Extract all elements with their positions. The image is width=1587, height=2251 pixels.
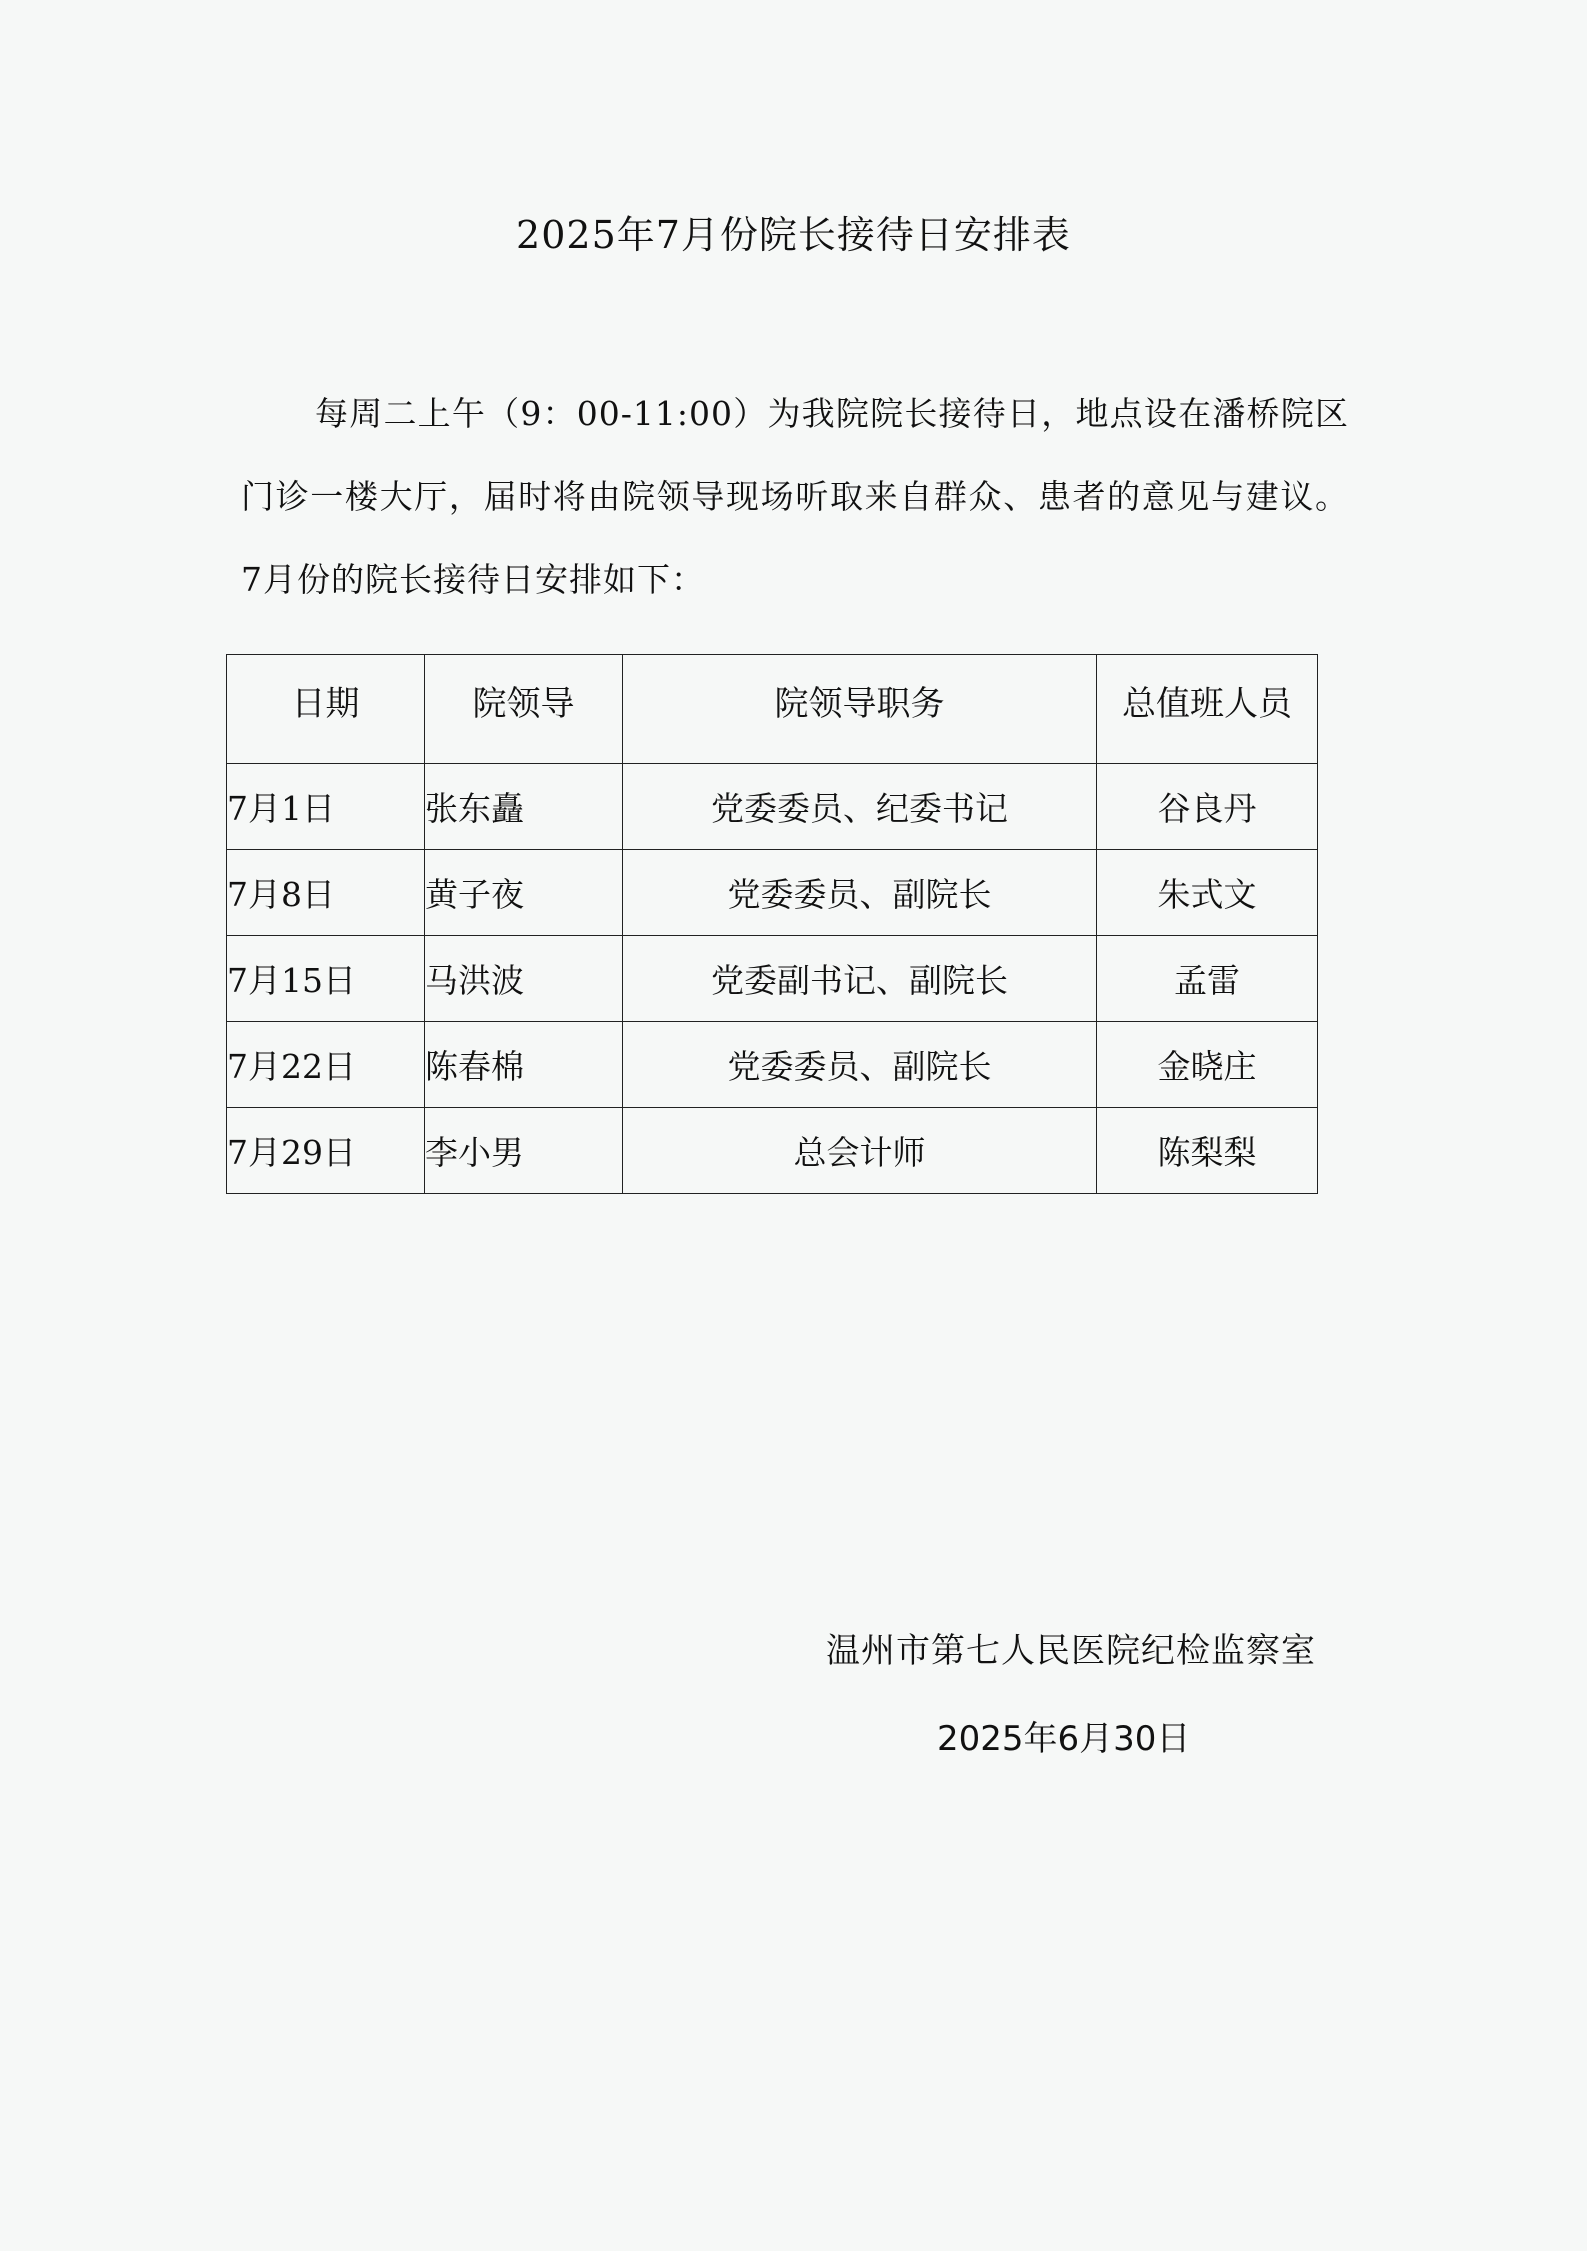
header-leader: 院领导 <box>425 655 623 764</box>
cell-duty-staff: 朱式文 <box>1097 850 1318 936</box>
cell-duty-staff: 金晓庄 <box>1097 1022 1318 1108</box>
document-title: 2025年7月份院长接待日安排表 <box>516 213 1071 257</box>
signature-date: 2025年6月30日 <box>937 1719 1191 1759</box>
table-row <box>227 1022 1318 1108</box>
cell-leader: 黄子夜 <box>425 850 623 936</box>
cell-leader: 陈春棉 <box>425 1022 623 1108</box>
cell-position: 党委委员、副院长 <box>623 1022 1097 1108</box>
cell-date: 7月8日 <box>227 850 425 936</box>
table-row <box>227 764 1318 850</box>
cell-leader: 马洪波 <box>425 936 623 1022</box>
table-row <box>227 936 1318 1022</box>
cell-date: 7月15日 <box>227 936 425 1022</box>
cell-date: 7月1日 <box>227 764 425 850</box>
cell-position: 党委副书记、副院长 <box>623 936 1097 1022</box>
cell-position: 党委委员、副院长 <box>623 850 1097 936</box>
header-duty-staff: 总值班人员 <box>1097 655 1318 764</box>
cell-date: 7月22日 <box>227 1022 425 1108</box>
cell-duty-staff: 孟雷 <box>1097 936 1318 1022</box>
cell-leader: 李小男 <box>425 1108 623 1194</box>
intro-paragraph: 每周二上午（9：00-11:00）为我院院长接待日，地点设在潘桥院区门诊一楼大厅，届时将由院领导现场听取来自群众、患者的意见与建议。7月份的院长接待日安排如下： <box>241 394 1349 599</box>
table-row <box>227 850 1318 936</box>
cell-position: 党委委员、纪委书记 <box>623 764 1097 850</box>
signature-organization: 温州市第七人民医院纪检监察室 <box>826 1631 1316 1671</box>
cell-leader: 张东矗 <box>425 764 623 850</box>
table-row <box>227 1108 1318 1194</box>
cell-duty-staff: 谷良丹 <box>1097 764 1318 850</box>
cell-date: 7月29日 <box>227 1108 425 1194</box>
table-header-row <box>227 655 1318 764</box>
header-date: 日期 <box>227 655 425 764</box>
schedule-table <box>226 654 1318 1194</box>
header-position: 院领导职务 <box>623 655 1097 764</box>
cell-position: 总会计师 <box>623 1108 1097 1194</box>
cell-duty-staff: 陈梨梨 <box>1097 1108 1318 1194</box>
